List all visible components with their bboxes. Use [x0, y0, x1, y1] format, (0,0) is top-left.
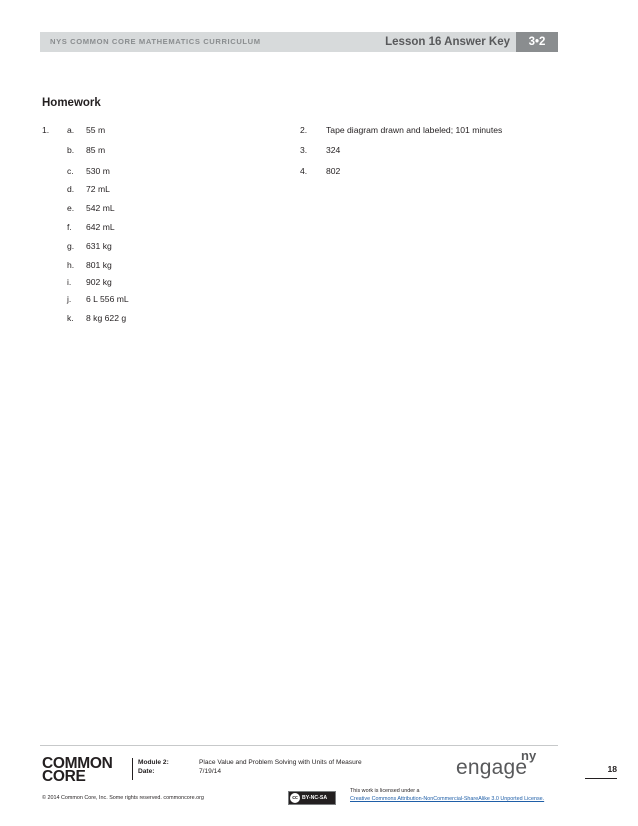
engageny-logo-ny: ny — [521, 748, 537, 763]
question-number: 3. — [300, 145, 308, 155]
answer-letter: d. — [67, 184, 75, 194]
date-label: Date: — [138, 768, 155, 775]
answer-value: 530 m — [86, 166, 110, 176]
license-text: This work is licensed under a — [350, 788, 420, 794]
answer-letter: k. — [67, 313, 74, 323]
license-badge-label: BY-NC-SA — [302, 795, 328, 801]
question-1-number: 1. — [42, 125, 50, 135]
answer-value: 85 m — [86, 145, 106, 155]
question-number: 2. — [300, 125, 308, 135]
date-value: 7/19/14 — [199, 768, 221, 775]
answer-letter: a. — [67, 125, 75, 135]
module-label: Module 2: — [138, 759, 169, 766]
answer-value: 6 L 556 mL — [86, 294, 129, 304]
answer-letter: h. — [67, 260, 75, 270]
cc-license-badge-icon[interactable] — [288, 791, 336, 805]
copyright-notice: © 2014 Common Core, Inc. Some rights reserved. commoncore.org — [42, 795, 204, 801]
answer-letter: j. — [67, 294, 72, 304]
footer-vertical-divider — [132, 758, 133, 780]
page-number: 18 — [607, 764, 617, 774]
answer-letter: e. — [67, 203, 75, 213]
answer-value: 72 mL — [86, 184, 110, 194]
curriculum-title: NYS COMMON CORE MATHEMATICS CURRICULUM — [50, 37, 261, 46]
module-value: Place Value and Problem Solving with Units of Measure — [199, 759, 362, 766]
footer-divider — [40, 745, 558, 746]
answer-value: 631 kg — [86, 241, 112, 251]
answer-letter: b. — [67, 145, 75, 155]
answer-letter: i. — [67, 277, 72, 287]
engageny-logo: engage — [456, 756, 528, 779]
common-core-logo — [42, 757, 122, 783]
question-number: 4. — [300, 166, 308, 176]
grade-module-badge: 3•2 — [516, 32, 558, 52]
answer-value: 902 kg — [86, 277, 112, 287]
license-link[interactable]: Creative Commons Attribution-NonCommercial-ShareAlike 3.0 Unported License. — [350, 796, 545, 802]
lesson-title: Lesson 16 Answer Key — [385, 36, 510, 48]
logo-line-1: COMMON — [42, 755, 113, 772]
answer-value: 802 — [326, 166, 341, 176]
logo-line-2: CORE — [42, 768, 86, 785]
answer-value: 642 mL — [86, 222, 115, 232]
page-number-underline — [585, 778, 617, 779]
homework-heading: Homework — [42, 97, 101, 109]
answer-value: 801 kg — [86, 260, 112, 270]
answer-value: 8 kg 622 g — [86, 313, 127, 323]
answer-letter: c. — [67, 166, 74, 176]
answer-value: 55 m — [86, 125, 106, 135]
answer-value: 324 — [326, 145, 341, 155]
cc-circle-icon: cc — [290, 793, 300, 803]
answer-letter: f. — [67, 222, 72, 232]
answer-letter: g. — [67, 241, 75, 251]
answer-value: Tape diagram drawn and labeled; 101 minutes — [326, 125, 503, 135]
answer-value: 542 mL — [86, 203, 115, 213]
